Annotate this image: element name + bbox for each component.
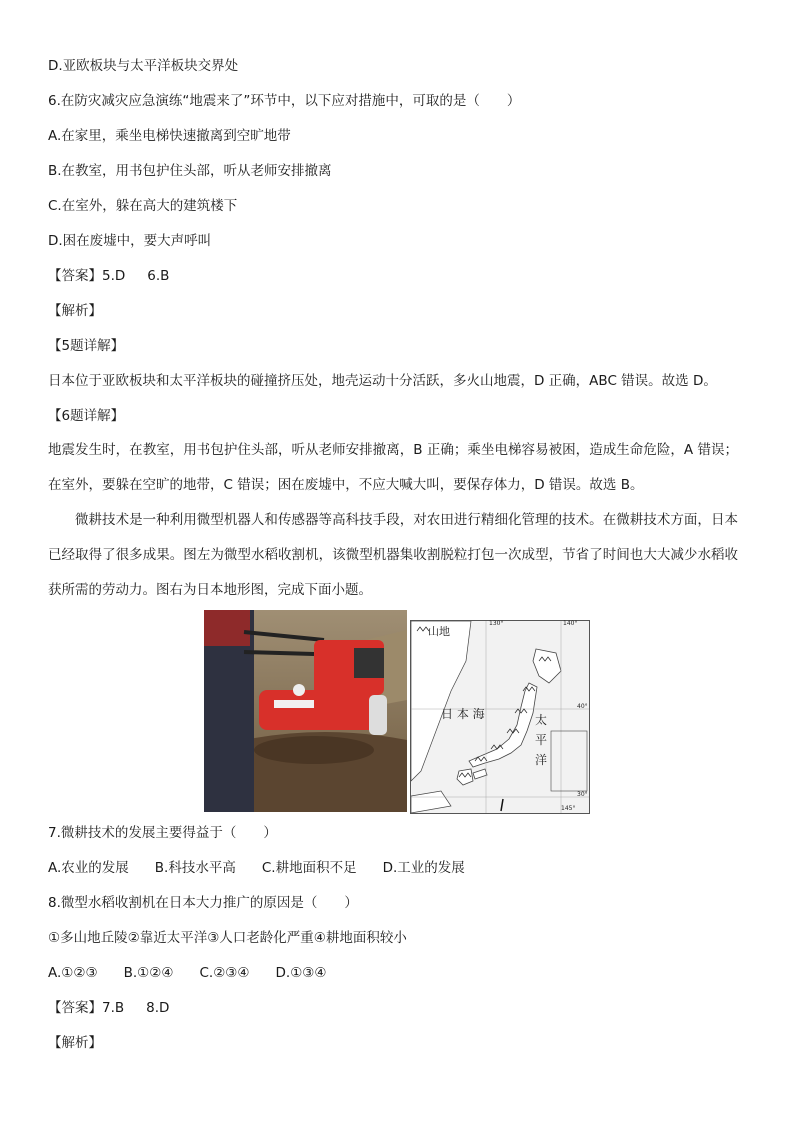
tiller-photo xyxy=(204,610,407,812)
pacific-label-3: 洋 xyxy=(535,753,548,767)
q8-option-c: C.②③④ xyxy=(199,965,250,981)
answer-1-prefix: 【答案】5.D xyxy=(48,268,126,284)
q8-option-a: A.①②③ xyxy=(48,965,98,981)
q8-stem: 8.微型水稻收割机在日本大力推广的原因是（ ） xyxy=(48,895,358,911)
analysis-heading-1: 【解析】 xyxy=(48,303,102,319)
tiller-illustration xyxy=(204,610,407,812)
q6-option-c: C.在室外，躲在高大的建筑楼下 xyxy=(48,198,238,214)
analysis-heading-2: 【解析】 xyxy=(48,1035,102,1051)
q7-option-c: C.耕地面积不足 xyxy=(261,860,357,876)
q7-options xyxy=(48,858,491,878)
pacific-label-1: 太 xyxy=(535,713,548,727)
q6-option-b: B.在教室，用书包护住头部，听从老师安排撤离 xyxy=(48,163,332,179)
detail-6-heading: 【6题详解】 xyxy=(48,408,125,424)
answer-block-1 xyxy=(48,266,169,286)
q6-option-a: A.在家里，乘坐电梯快速撤离到空旷地带 xyxy=(48,128,291,144)
q5-option-d: D.亚欧板块与太平洋板块交界处 xyxy=(48,58,239,74)
lon-140-label: 140° xyxy=(563,620,578,627)
answer-2-rest: 8.D xyxy=(146,1000,170,1016)
q7-option-b: B.科技水平高 xyxy=(154,860,236,876)
legend-mountain-label: 山地 xyxy=(428,625,450,638)
q6-option-d: D.困在废墟中，要大声呼叫 xyxy=(48,233,212,249)
japan-terrain-map xyxy=(410,620,590,814)
lat-40-label: 40° xyxy=(577,703,588,710)
lon-145-label: 145° xyxy=(561,805,576,812)
answer-block-2 xyxy=(48,998,169,1018)
japan-map-graphic xyxy=(411,621,589,813)
detail-6-text: 地震发生时，在教室，用书包护住头部，听从老师安排撤离，B 正确；乘坐电梯容易被困，造成生命危险，A 错误；在室外，要躲在空旷的地带，C 错误；困在废墟中，不应大喊大叫，要保存体力，D 错误。故选 B。 xyxy=(48,442,738,493)
q6-stem: 6.在防灾减灾应急演练“地震来了”环节中，以下应对措施中，可取的是（ ） xyxy=(48,93,521,109)
intro-paragraph: 微耕技术是一种利用微型机器人和传感器等高科技手段，对农田进行精细化管理的技术。在微耕技术方面，日本已经取得了很多成果。图左为微型水稻收割机，该微型机器集收割脱粒打包一次成型，节省了时间也大大减少水稻收获所需的劳动力。图右为日本地形图，完成下面小题。 xyxy=(48,512,738,598)
q8-conditions: ①多山地丘陵②靠近太平洋③人口老龄化严重④耕地面积较小 xyxy=(48,930,407,946)
lon-130-label: 130° xyxy=(489,620,504,627)
q7-stem: 7.微耕技术的发展主要得益于（ ） xyxy=(48,825,277,841)
q8-option-b: B.①②④ xyxy=(123,965,174,981)
q8-option-d: D.①③④ xyxy=(275,965,327,981)
q8-options xyxy=(48,963,353,983)
q7-option-a: A.农业的发展 xyxy=(48,860,129,876)
answer-1-rest: 6.B xyxy=(147,268,170,284)
sea-of-japan-label: 日 本 海 xyxy=(441,707,485,721)
detail-5-heading: 【5题详解】 xyxy=(48,338,125,354)
lat-30-label: 30° xyxy=(577,791,588,798)
detail-5-text: 日本位于亚欧板块和太平洋板块的碰撞挤压处，地壳运动十分活跃，多火山地震，D 正确，ABC 错误。故选 D。 xyxy=(48,373,717,389)
answer-2-prefix: 【答案】7.B xyxy=(48,1000,125,1016)
pacific-label-2: 平 xyxy=(535,733,548,747)
q7-option-d: D.工业的发展 xyxy=(382,860,465,876)
